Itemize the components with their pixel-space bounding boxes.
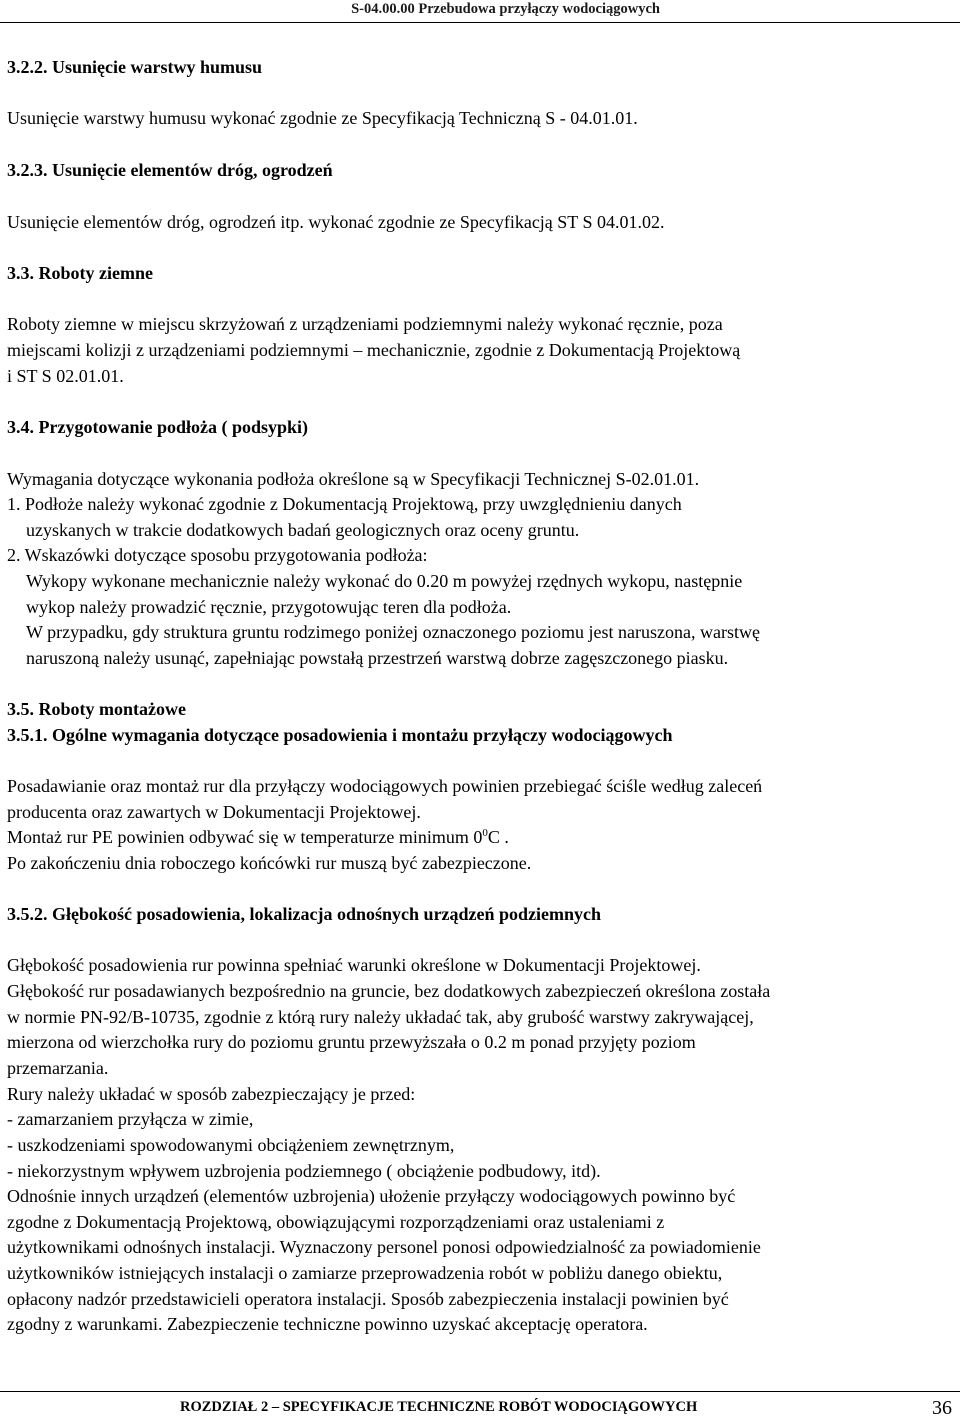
text-line xyxy=(7,1211,664,1233)
text-line xyxy=(7,1083,415,1105)
text-line xyxy=(26,647,728,669)
line-text: uzyskanych w trakcie dodatkowych badań geologicznych oraz oceny gruntu. xyxy=(26,520,580,540)
text-line xyxy=(7,1006,754,1028)
line-text: W przypadku, gdy struktura gruntu rodzimego poniżej oznaczonego poziomu jest naruszona, warstwę xyxy=(26,622,760,642)
line-text: przemarzania. xyxy=(7,1058,109,1078)
text-line xyxy=(7,1288,729,1310)
text-line xyxy=(7,339,740,361)
text-line xyxy=(7,107,638,129)
section-heading xyxy=(7,416,308,438)
line-text: Montaż rur PE powinien odbywać się w temperaturze minimum 0 xyxy=(7,827,483,847)
line-text: Rury należy układać w sposób zabezpieczający je przed: xyxy=(7,1084,416,1104)
text-line xyxy=(7,980,770,1002)
section-heading xyxy=(7,159,333,181)
text-line xyxy=(26,596,511,618)
text-line xyxy=(7,801,421,823)
line-text: - uszkodzeniami spowodowanymi obciążeniem zewnętrznym, xyxy=(7,1135,455,1155)
superscript: 0 xyxy=(482,827,488,839)
section-heading xyxy=(7,262,153,284)
line-text: 3.2.3. Usunięcie elementów dróg, ogrodzeń xyxy=(7,160,333,180)
text-line xyxy=(26,621,760,643)
line-text: Usunięcie elementów dróg, ogrodzeń itp. wykonać zgodnie ze Specyfikacją ST S 04.01.02. xyxy=(7,212,665,232)
section-heading xyxy=(7,56,262,78)
text-line xyxy=(7,1262,722,1284)
line-text: Wykopy wykonane mechanicznie należy wykonać do 0.20 m powyżej rzędnych wykopu, następnie xyxy=(26,571,743,591)
line-text: 3.3. Roboty ziemne xyxy=(7,263,153,283)
line-text: 3.4. Przygotowanie podłoża ( podsypki) xyxy=(7,417,309,437)
text-line xyxy=(26,519,579,541)
line-text: i ST S 02.01.01. xyxy=(7,366,124,386)
page-footer-title: ROZDZIAŁ 2 – SPECYFIKACJE TECHNICZNE ROBÓT WODOCIĄGOWYCH xyxy=(180,1399,698,1415)
line-text: - niekorzystnym wpływem uzbrojenia podziemnego ( obciążenie podbudowy, itd). xyxy=(7,1161,601,1181)
line-text: Głębokość rur posadawianych bezpośrednio na gruncie, bez dodatkowych zabezpieczeń określona została xyxy=(7,981,771,1001)
section-heading xyxy=(7,724,672,746)
line-text: opłacony nadzór przedstawicieli operatora instalacji. Sposób zabezpieczenia instalacji powinien być xyxy=(7,1289,729,1309)
text-line xyxy=(7,1160,601,1182)
section-heading xyxy=(7,698,186,720)
text-line xyxy=(7,1134,454,1156)
line-text: wykop należy prowadzić ręcznie, przygotowując teren dla podłoża. xyxy=(26,597,512,617)
header-divider xyxy=(0,22,960,23)
line-text: 2. Wskazówki dotyczące sposobu przygotowania podłoża: xyxy=(7,545,428,565)
line-text: 3.5.2. Głębokość posadowienia, lokalizacja odnośnych urządzeń podziemnych xyxy=(7,904,602,924)
line-text: zgodne z Dokumentacją Projektową, obowiązującymi rozporządzeniami oraz ustaleniami z xyxy=(7,1212,665,1232)
line-text: Po zakończeniu dnia roboczego końcówki rur muszą być zabezpieczone. xyxy=(7,853,532,873)
page-number: 36 xyxy=(932,1397,952,1419)
line-text: mierzona od wierzchołka rury do poziomu gruntu przewyższała o 0.2 m ponad przyjęty poziom xyxy=(7,1032,696,1052)
text-line xyxy=(7,544,428,566)
text-line xyxy=(7,852,531,874)
line-text: zgodny z warunkami. Zabezpieczenie techniczne powinno uzyskać akceptację operatora. xyxy=(7,1314,648,1334)
page-header-title: S-04.00.00 Przebudowa przyłączy wodociągowych xyxy=(351,1,660,17)
line-text: 3.2.2. Usunięcie warstwy humusu xyxy=(7,57,263,77)
line-text: 3.5. Roboty montażowe xyxy=(7,699,186,719)
line-text: w normie PN-92/B-10735, zgodnie z którą rury należy układać tak, aby grubość warstwy zakrywającej, xyxy=(7,1007,754,1027)
line-text: użytkownikami odnośnych instalacji. Wyznaczony personel ponosi odpowiedzialność za powiadomienie xyxy=(7,1237,761,1257)
text-line xyxy=(7,1236,761,1258)
section-heading xyxy=(7,903,601,925)
line-text: Posadawianie oraz montaż rur dla przyłączy wodociągowych powinien przebiegać ściśle według zaleceń xyxy=(7,776,763,796)
text-line xyxy=(7,1313,648,1335)
line-text: miejscami kolizji z urządzeniami podziemnymi – mechanicznie, zgodnie z Dokumentacją Projektową xyxy=(7,340,741,360)
text-line xyxy=(7,211,665,233)
line-text: producenta oraz zawartych w Dokumentacji Projektowej. xyxy=(7,802,421,822)
text-line xyxy=(7,1057,108,1079)
text-line xyxy=(7,1031,696,1053)
line-text-suffix: C . xyxy=(487,827,509,847)
line-text: naruszoną należy usunąć, zapełniając powstałą przestrzeń warstwą dobrze zagęszczonego piasku. xyxy=(26,648,729,668)
line-text: Głębokość posadowienia rur powinna spełniać warunki określone w Dokumentacji Projektowej. xyxy=(7,955,701,975)
text-line xyxy=(7,1108,253,1130)
line-text: Wymagania dotyczące wykonania podłoża określone są w Specyfikacji Technicznej S-02.01.01. xyxy=(7,469,700,489)
text-line xyxy=(7,365,124,387)
text-line xyxy=(7,468,699,490)
text-line xyxy=(7,1185,735,1207)
line-text: użytkowników istniejących instalacji o zamiarze przeprowadzenia robót w pobliżu danego obiektu, xyxy=(7,1263,723,1283)
line-text: Roboty ziemne w miejscu skrzyżowań z urządzeniami podziemnymi należy wykonać ręcznie, poza xyxy=(7,314,723,334)
footer-divider xyxy=(0,1391,960,1392)
text-line xyxy=(7,826,509,848)
line-text: 3.5.1. Ogólne wymagania dotyczące posadowienia i montażu przyłączy wodociągowych xyxy=(7,725,673,745)
line-text: - zamarzaniem przyłącza w zimie, xyxy=(7,1109,254,1129)
line-text: Usunięcie warstwy humusu wykonać zgodnie ze Specyfikacją Techniczną S - 04.01.01. xyxy=(7,108,638,128)
text-line xyxy=(26,570,742,592)
text-line xyxy=(7,493,682,515)
line-text: 1. Podłoże należy wykonać zgodnie z Dokumentacją Projektową, przy uwzględnieniu danych xyxy=(7,494,682,514)
line-text: Odnośnie innych urządzeń (elementów uzbrojenia) ułożenie przyłączy wodociągowych powinno być xyxy=(7,1186,736,1206)
text-line xyxy=(7,954,701,976)
text-line xyxy=(7,313,723,335)
text-line xyxy=(7,775,762,797)
